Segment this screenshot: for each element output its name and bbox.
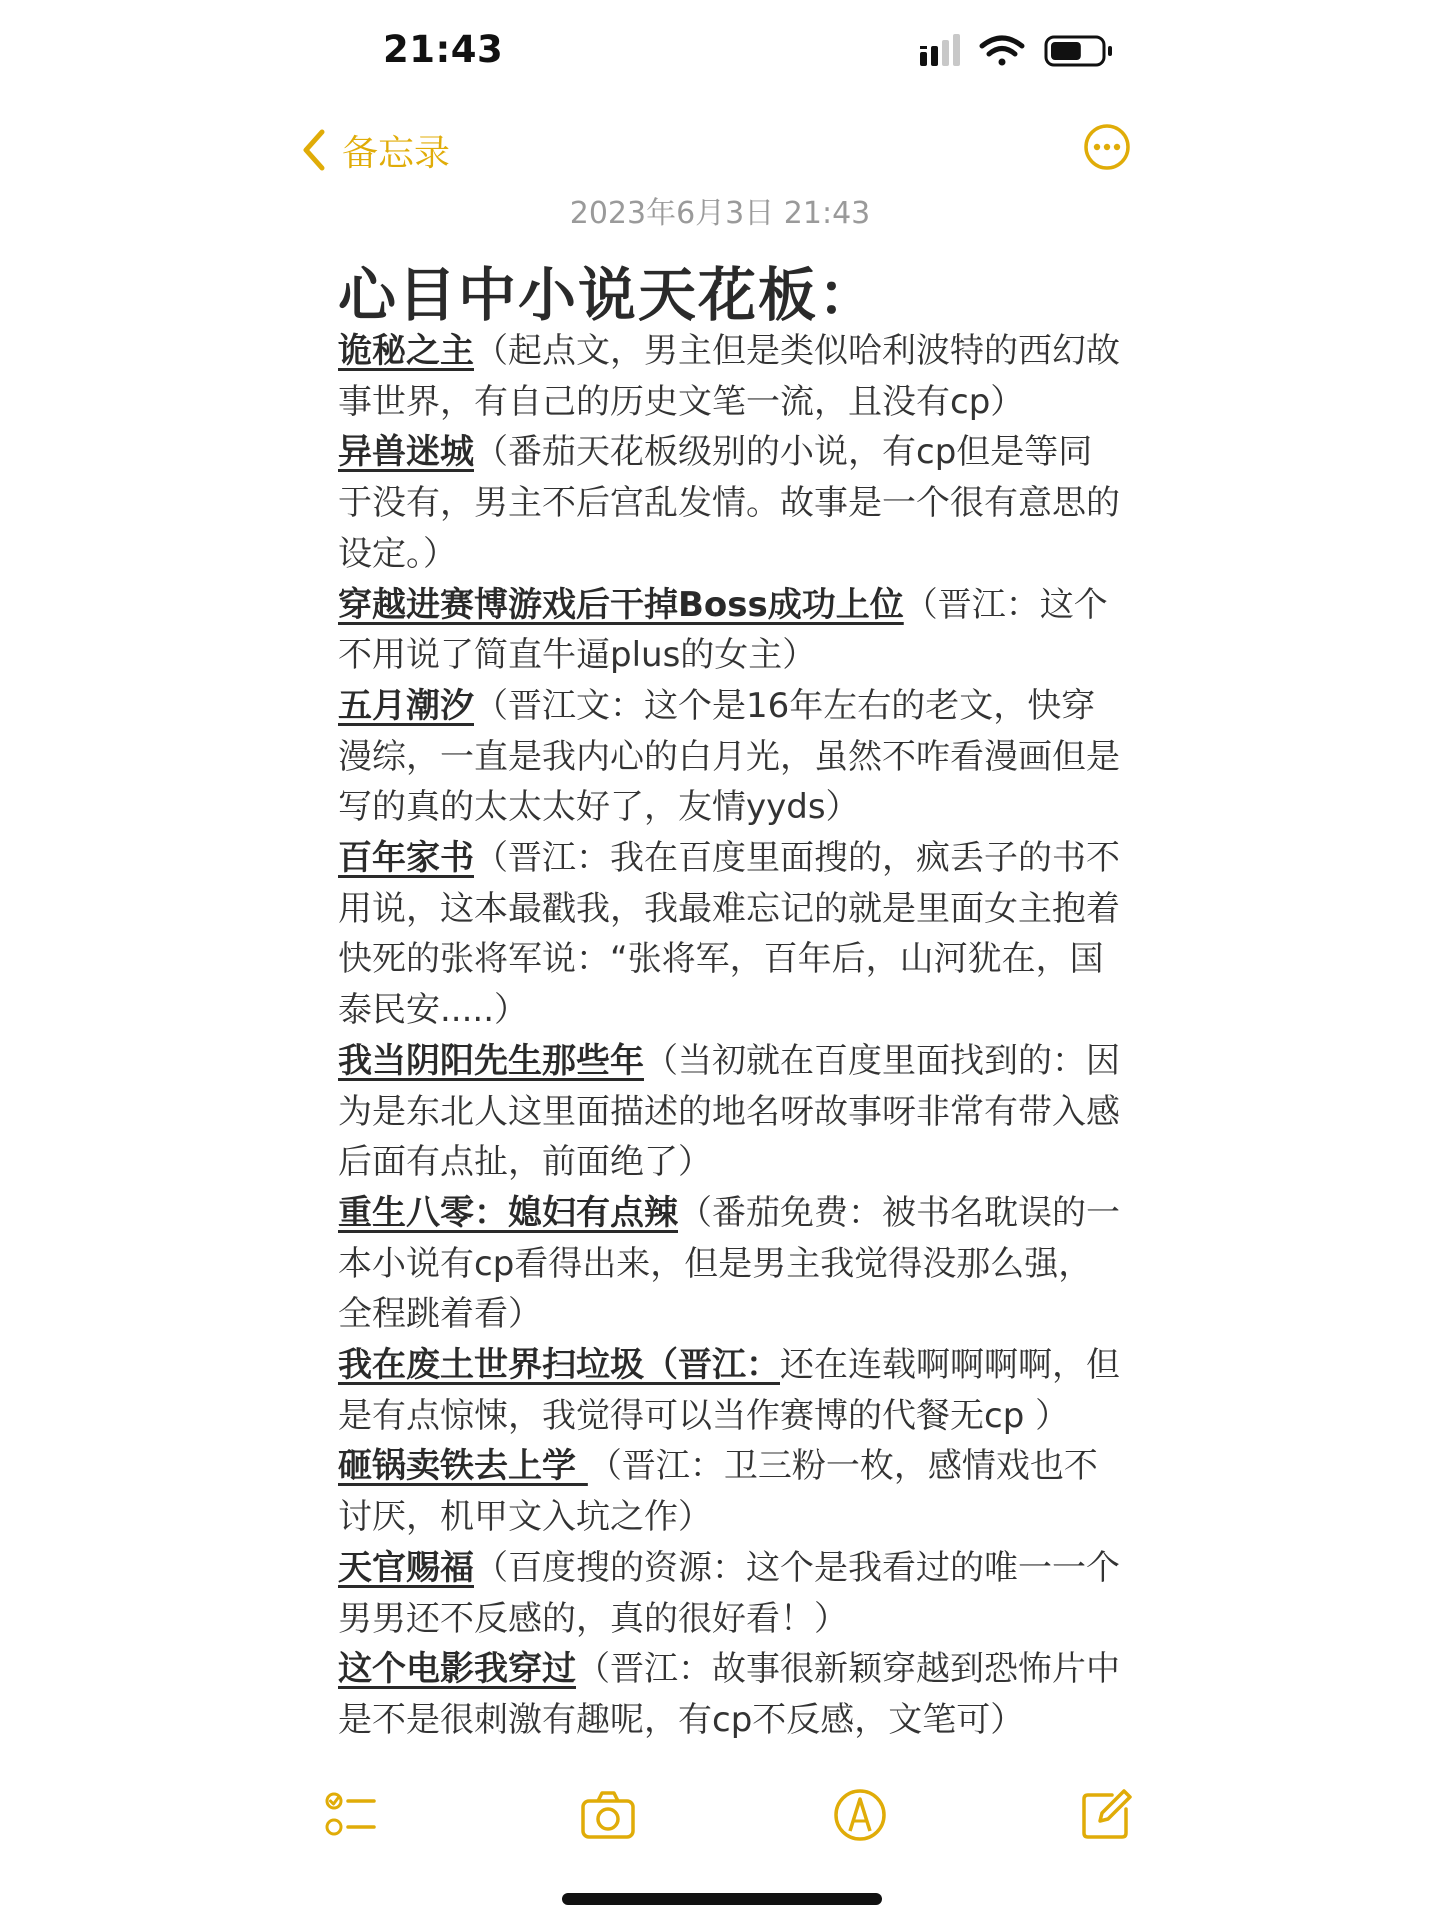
book-comment: 还在连载啊啊啊啊，但是有点惊悚，我觉得可以当作赛博的代餐无cp ） [338,1345,1120,1436]
book-title: 五月潮汐 [338,685,474,726]
note-entry [338,1543,1123,1644]
book-comment: （起点文，男主但是类似哈利波特的西幻故事世界，有自己的历史文笔一流，且没有cp） [338,331,1120,422]
note-title: 心目中小说天花板： [338,261,879,329]
book-comment: （当初就在百度里面找到的：因为是东北人这里面描述的地名呀故事呀非常有带入感后面有点扯，前面绝了） [338,1040,1120,1183]
book-comment: （番茄天花板级别的小说，有cp但是等同于没有，男主不后宫乱发情。故事是一个很有意思的设定。） [338,432,1120,574]
note-entry [338,1441,1123,1542]
book-comment: （晋江：这个不用说了简直牛逼plus的女主） [338,584,1108,676]
note-entry [338,1644,1123,1745]
book-comment: （晋江：我在百度里面搜的，疯丢子的书不用说，这本最戳我，我最难忘记的就是里面女主抱着快死的张将军说：“张将军，百年后，山河犹在，国泰民安.....） [338,838,1120,1031]
pen-markup-icon[interactable] [830,1785,890,1845]
book-comment: （晋江：故事很新颖穿越到恐怖片中是不是很刺激有趣呢，有cp不反感，文笔可） [338,1649,1120,1740]
book-comment: （番茄免费：被书名耽误的一本小说有cp看得出来，但是男主我觉得没那么强，全程跳着看） [338,1192,1120,1335]
note-date: 2023年6月3日 21:43 [569,196,871,231]
checklist-icon[interactable] [322,1785,382,1845]
battery-fill [1051,42,1081,60]
book-title: 我当阴阳先生那些年 [338,1040,644,1081]
back-button[interactable] [300,120,450,180]
note-entry [338,1036,1123,1188]
book-title: 我在废土世界扫垃圾（晋江： [338,1345,780,1386]
book-title: 穿越进赛博游戏后干掉Boss成功上位 [338,584,904,625]
battery-icon [1046,37,1112,65]
note-entry [338,1340,1123,1441]
note-body[interactable] [338,326,1123,1746]
compose-icon[interactable] [1076,1785,1136,1845]
book-title: 诡秘之主 [338,331,474,371]
book-title: 百年家书 [338,838,474,879]
status-bar [0,0,1440,100]
book-comment: （晋江：卫三粉一枚，感情戏也不讨厌，机甲文入坑之作） [338,1446,1098,1538]
note-entry [338,833,1123,1036]
book-title: 异兽迷城 [338,432,474,473]
note-entry [338,681,1123,833]
more-options-icon[interactable] [1082,122,1132,172]
home-indicator[interactable] [562,1893,882,1905]
note-entry [338,580,1123,681]
wifi-icon [982,38,1022,66]
book-comment: （百度搜的资源：这个是我看过的唯一一个男男还不反感的，真的很好看！） [338,1547,1120,1639]
back-label: 备忘录 [342,132,451,174]
note-entry [338,1188,1123,1340]
cellular-signal-icon [920,34,960,66]
book-title: 这个电影我穿过 [338,1649,576,1690]
note-entry [338,427,1123,579]
chevron-left-icon [300,128,328,172]
note-entry [338,326,1123,427]
book-comment: （晋江文：这个是16年左右的老文，快穿漫综，一直是我内心的白月光，虽然不咋看漫画但是写的真的太太太好了，友情yyds） [338,685,1120,828]
navigation-bar [0,110,1440,190]
status-time: 21:43 [383,28,504,71]
bottom-toolbar [0,1785,1440,1865]
camera-icon[interactable] [578,1785,638,1845]
book-title: 天官赐福 [338,1547,474,1588]
book-title: 重生八零：媳妇有点辣 [338,1192,678,1233]
status-icons [920,34,1120,74]
book-title: 砸锅卖铁去上学 [338,1446,588,1487]
